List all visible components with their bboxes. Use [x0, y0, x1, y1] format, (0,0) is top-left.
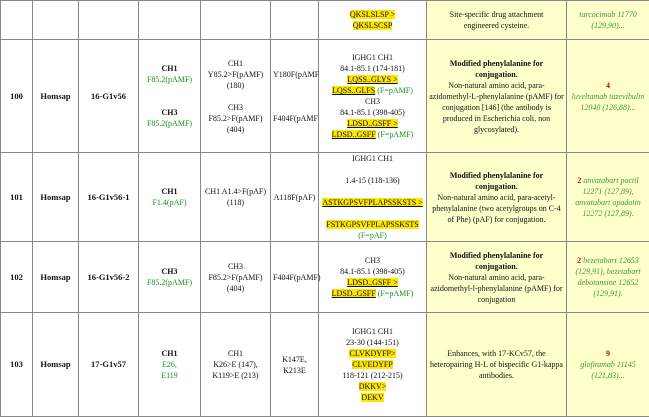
seq-range: 118-121 (212-215) — [321, 370, 424, 381]
seq-text: LQSS..GLYS > — [347, 75, 397, 84]
ch-cell — [139, 242, 201, 313]
seq-range: 23-30 (144-151) — [321, 337, 424, 348]
imgt-text: CH1 — [203, 348, 268, 359]
imgt-text: F85.2>F(pAMF) — [203, 272, 268, 283]
imgt-cell — [201, 242, 271, 313]
species-cell: Homsap — [33, 242, 79, 313]
seq-text: DKKV> — [359, 382, 387, 391]
imgt-text: (404) — [203, 283, 268, 294]
seq-note: (F=pAF) — [358, 231, 387, 240]
ch-mutation: F85.2(pAMF) — [141, 277, 198, 288]
ref-cell — [567, 153, 649, 242]
ref-count: 2 — [577, 176, 581, 185]
desc-cell — [427, 313, 567, 417]
desc-title: Modified phenylalanine for conjugation. — [429, 58, 564, 80]
ref-cell — [567, 40, 649, 153]
imgt-cell — [201, 1, 271, 40]
ref-count: 2 — [577, 256, 581, 265]
imgt-cell — [201, 313, 271, 417]
seq-range: 84.1-85.1 (398-405) — [321, 266, 424, 277]
ch-title: CH3 — [141, 266, 198, 277]
imgt-text: CH3 — [203, 261, 268, 272]
seq-text: LDSD..GSFF > — [347, 278, 398, 287]
eu-text: K147E, — [273, 354, 316, 365]
name-cell: 17-G1v57 — [79, 313, 139, 417]
eu-cell — [271, 153, 319, 242]
ref-cell — [567, 313, 649, 417]
desc-body: Non-natural amino acid, para-azidomethyl-l-phenylalanine (pAMF) for conjugation — [429, 272, 564, 305]
ref-count: 4 — [569, 80, 647, 91]
seq-text: ASTKGPSVFPLAPSSKSTS > — [322, 198, 422, 207]
ch-mutation: F1.4(pAF) — [141, 197, 198, 208]
desc-text: Site-specific drug attachment — [429, 9, 564, 20]
num-cell: 102 — [1, 242, 33, 313]
imgt-text: F85.2>F(pAMF) — [203, 113, 268, 124]
ch-mutation: E119 — [141, 370, 198, 381]
desc-body: Non-natural amino acid, para-azidomethyl-L-phenylalanine (pAMF) for conjugation [146] (the antibody is produced in Escherichia coli, non glycosylated). — [429, 80, 564, 135]
eu-cell — [271, 40, 319, 153]
ch-cell — [139, 40, 201, 153]
ch-mutation: F85.2(pAMF) — [141, 74, 198, 85]
desc-cell — [427, 40, 567, 153]
seq-text: CLVEDYFP — [352, 360, 393, 369]
seq-cell — [319, 153, 427, 242]
name-cell: 16-G1v56-1 — [79, 153, 139, 242]
seq-text: DEKV — [361, 393, 383, 402]
seq-title: IGHG1 CH1 — [321, 153, 424, 164]
imgt-text: K26>E (147), — [203, 359, 268, 370]
ref-text: anvatabart pactil 12271 (127,89), anvatabart opadotin 12272 (127,89). — [575, 176, 641, 218]
num-cell: 101 — [1, 153, 33, 242]
num-cell — [1, 1, 33, 40]
ref-text: glofitamab 11145 (121,83)... — [569, 359, 647, 381]
seq-title: IGHG1 CH1 — [321, 326, 424, 337]
eu-cell — [271, 242, 319, 313]
desc-title: Modified phenylalanine for conjugation. — [429, 250, 564, 272]
num-cell: 100 — [1, 40, 33, 153]
desc-text: engineered cysteine. — [429, 20, 564, 31]
desc-body: Enhances, with 17-KCv57, the heteropairing H-L of bispecific G1-kappa antibodies. — [429, 348, 564, 381]
ref-text: tarcocimab 11770 — [569, 9, 647, 20]
ref-text: (129,90)... — [569, 20, 647, 31]
seq-text: CLVKDYFP> — [349, 349, 395, 358]
seq-text: LQSS..GLFS — [332, 86, 375, 95]
seq-note: (F=pAMF) — [378, 289, 414, 298]
imgt-text: K119>E (213) — [203, 370, 268, 381]
eu-text: F404F(pAMF — [273, 113, 316, 124]
imgt-text: CH1 A1.4>F(pAF) (118) — [205, 187, 266, 207]
table-row — [1, 313, 649, 417]
ch-cell — [139, 153, 201, 242]
seq-note: (F=pAMF) — [377, 86, 413, 95]
table-row — [1, 1, 649, 40]
seq-range: 84.1-85.1 (398-405) — [321, 107, 424, 118]
ch-title: CH1 — [141, 186, 198, 197]
seq-range: 84.1-85.1 (174-181) — [321, 63, 424, 74]
table-row — [1, 40, 649, 153]
name-cell: 16-G1v56-2 — [79, 242, 139, 313]
ch-cell — [139, 1, 201, 40]
seq-text: FSTKGPSVFPLAPSSKSTS — [326, 220, 419, 229]
ch-mutation: F85.2(pAMF) — [141, 118, 198, 129]
ch-cell — [139, 313, 201, 417]
eu-text: A118F(pAF) — [274, 193, 315, 202]
desc-cell — [427, 242, 567, 313]
eu-cell — [271, 313, 319, 417]
ref-text: bezetabart 12653 (129,91), bezetabart debotansine 12652 (129,91). — [575, 256, 640, 298]
ref-cell — [567, 242, 649, 313]
eu-text: Y180F(pAMF — [273, 69, 316, 80]
seq-range: 1.4-15 (118-136) — [321, 175, 424, 186]
imgt-text: (180) — [203, 80, 268, 91]
seq-cell — [319, 242, 427, 313]
seq-cell — [319, 40, 427, 153]
ref-count: 9 — [569, 348, 647, 359]
ref-cell — [567, 1, 649, 40]
seq-text: LDSD..GSFF — [332, 130, 376, 139]
seq-title: IGHG1 CH1 — [321, 52, 424, 63]
eu-cell — [271, 1, 319, 40]
num-cell: 103 — [1, 313, 33, 417]
imgt-cell — [201, 153, 271, 242]
imgt-text: (404) — [203, 124, 268, 135]
desc-title: Modified phenylalanine for conjugation. — [429, 170, 564, 192]
imgt-text: Y85.2>F(pAMF) — [203, 69, 268, 80]
eu-text: F404F(pAMF) — [273, 273, 321, 282]
species-cell: Homsap — [33, 313, 79, 417]
seq-title: CH3 — [321, 96, 424, 107]
desc-cell — [427, 1, 567, 40]
desc-body: Non-natural amino acid, para-acetyl-phenylalanine (two acetylgroups on C-4 of Phe) (pAF) for conjugation. — [429, 192, 564, 225]
seq-cell — [319, 1, 427, 40]
table-row — [1, 242, 649, 313]
desc-cell — [427, 153, 567, 242]
species-cell: Homsap — [33, 153, 79, 242]
eu-text: K213E — [273, 365, 316, 376]
imgt-text: CH3 — [203, 102, 268, 113]
ref-text: luveltamab tazevibulin 12040 (126,88)... — [569, 91, 647, 113]
table-row — [1, 153, 649, 242]
ch-mutation: E26, — [141, 359, 198, 370]
seq-cell — [319, 313, 427, 417]
imgt-text: CH1 — [203, 58, 268, 69]
species-cell — [33, 1, 79, 40]
species-cell: Homsap — [33, 40, 79, 153]
imgt-cell — [201, 40, 271, 153]
ch-title: CH3 — [141, 107, 198, 118]
name-cell: 16-G1v56 — [79, 40, 139, 153]
seq-text: LDSD..GSFF > — [347, 119, 398, 128]
seq-text: QKSLSCSP — [353, 21, 393, 30]
ch-title: CH1 — [141, 348, 198, 359]
seq-text: LDSD..GSFF — [332, 289, 376, 298]
ch-title: CH1 — [141, 63, 198, 74]
seq-title: CH3 — [321, 255, 424, 266]
name-cell — [79, 1, 139, 40]
seq-text: QKSLSLSP > — [350, 10, 395, 19]
seq-note: (F=pAMF) — [378, 130, 414, 139]
